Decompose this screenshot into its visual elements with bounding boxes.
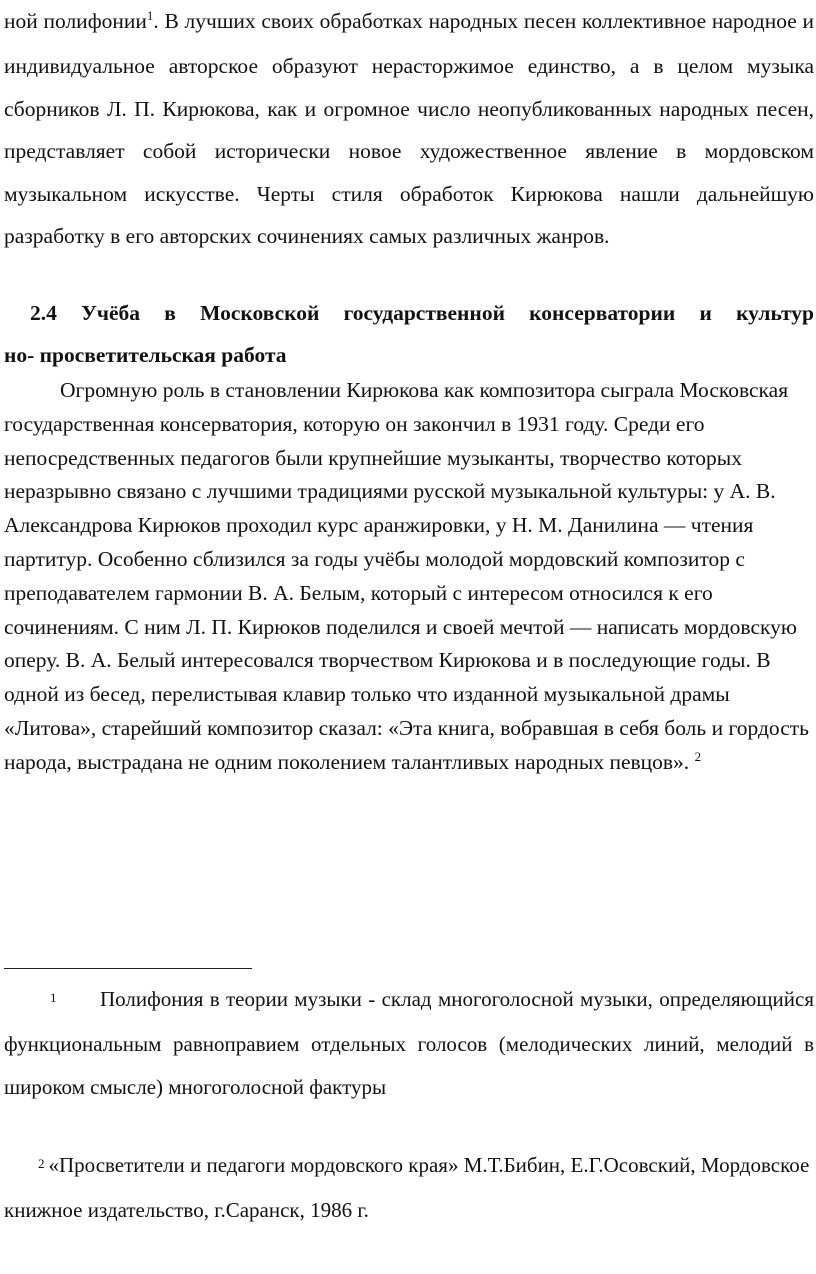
section-heading: [4, 292, 814, 377]
section-heading-line2: но- просветительская работа: [4, 343, 287, 368]
footnote-1-mark: 1: [50, 990, 57, 1005]
section-heading-line1: 2.4 Учёба в Московской государственной консерватории и культур: [30, 301, 814, 325]
paragraph-top-text-start: ной полифонии: [4, 9, 147, 33]
footnote-2-mark: 2: [38, 1156, 45, 1171]
footnote-ref-1[interactable]: 1: [146, 8, 154, 23]
paragraph-top-text-end: . В лучших своих обработках народных песен коллективное народное и индивидуальное авторское образуют нерасторжимое единство, а в целом музыка сборников Л. П. Кирюкова, как и огромное число неопубликованных народных песен, представляет собой исторически новое художественное явление в мордовском музыкальном искусстве. Черты стиля обработок Кирюкова нашли дальнейшую разработку в его авторских сочинениях самых различных жанров.: [4, 9, 814, 249]
footnote-1-text: Полифония в теории музыки - склад многоголосной музыки, определяющийся функциональным равноправием отдельных голосов (мелодических линий, мелодий в широком смысле) многоголосной фактуры: [4, 987, 814, 1099]
footnote-2: [4, 1144, 816, 1232]
footnote-1: [4, 978, 814, 1108]
paragraph-main-text: Огромную роль в становлении Кирюкова как композитора сыграла Московская государственная консерватория, которую он закончил в 1931 году. Среди его непосредственных педагогов были крупнейшие музыканты, творчество которых неразрывно связано с лучшими традициями русской музыкальной культуры: у А. В. Александрова Кирюков проходил курс аранжировки, у Н. М. Данилина — чтения партитур. Особенно сблизился за годы учёбы молодой мордовский композитор с преподавателем гармонии В. А. Белым, который с интересом относился к его сочинениям. С ним Л. П. Кирюков поделился и своей мечтой — написать мордовскую оперу. В. А. Белый интересовался творчеством Кирюкова и в последующие годы. В одной из бесед, перелистывая клавир только что изданной музыкальной драмы «Литова», старейший композитор сказал: «Эта книга, вобравшая в себя боль и гордость народа, выстрадана не одним поколением талантливых народных певцов».: [4, 378, 809, 774]
paragraph-main: [4, 374, 816, 782]
footnote-2-text: «Просветители и педагоги мордовского края» М.Т.Бибин, Е.Г.Осовский, Мордовское книжное издательство, г.Саранск, 1986 г.: [4, 1153, 810, 1223]
footnote-ref-2[interactable]: 2: [694, 748, 702, 764]
paragraph-top: [4, 0, 814, 257]
footnote-separator: [4, 968, 252, 969]
